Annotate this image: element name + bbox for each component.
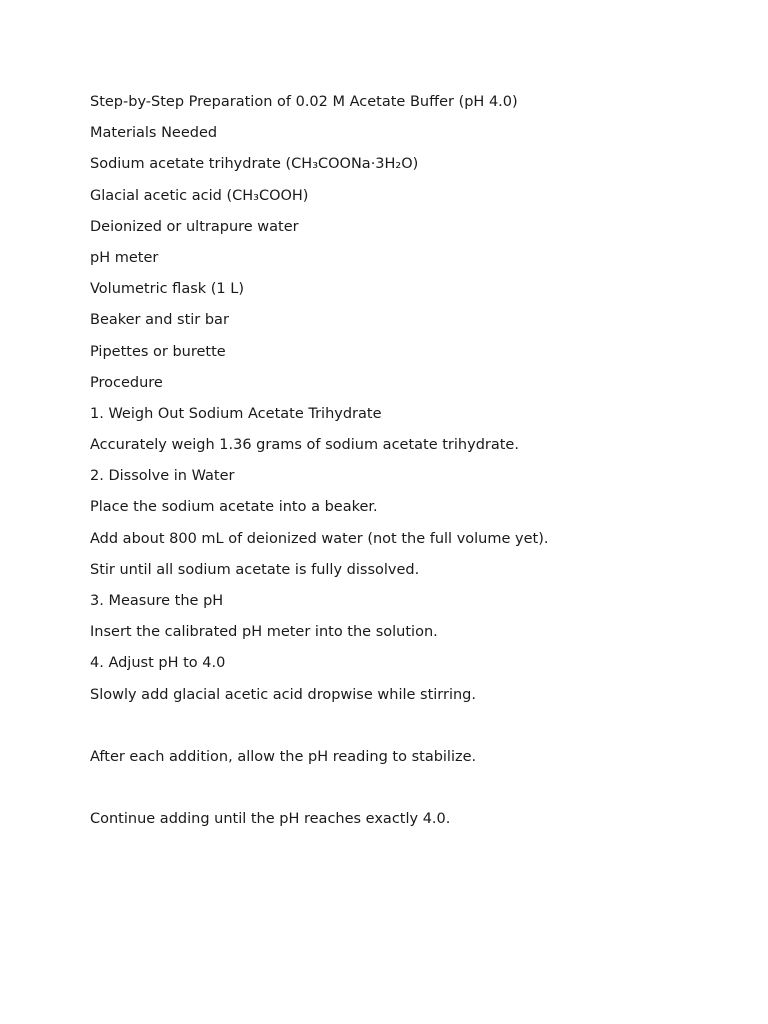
- step-text: Add about 800 mL of deionized water (not the full volume yet).: [90, 530, 549, 547]
- procedure-heading: Procedure: [90, 374, 163, 391]
- material-item: Volumetric flask (1 L): [90, 281, 244, 298]
- step-heading: 2. Dissolve in Water: [90, 468, 235, 485]
- material-item: Deionized or ultrapure water: [90, 218, 299, 235]
- material-item: Glacial acetic acid (CH₃COOH): [90, 187, 309, 204]
- step-text: Stir until all sodium acetate is fully dissolved.: [90, 561, 420, 578]
- material-item: Pipettes or burette: [90, 343, 226, 360]
- document-title: Step-by-Step Preparation of 0.02 M Acetate Buffer (pH 4.0): [90, 94, 518, 110]
- paragraph-gap: [90, 716, 730, 747]
- step-heading: 3. Measure the pH: [90, 593, 224, 609]
- material-item: Sodium acetate trihydrate (CH₃COONa·3H₂O): [90, 156, 419, 173]
- step-text: Continue adding until the pH reaches exactly 4.0.: [90, 811, 451, 828]
- step-text: Place the sodium acetate into a beaker.: [90, 499, 378, 516]
- material-item: Beaker and stir bar: [90, 312, 229, 329]
- step-text: Insert the calibrated pH meter into the solution.: [90, 624, 438, 641]
- document-page: [90, 92, 730, 841]
- paragraph-gap: [90, 778, 730, 809]
- material-item: pH meter: [90, 249, 159, 266]
- step-text: After each addition, allow the pH reading to stabilize.: [90, 748, 477, 765]
- step-text: Slowly add glacial acetic acid dropwise while stirring.: [90, 686, 476, 703]
- step-heading: 4. Adjust pH to 4.0: [90, 655, 226, 672]
- step-heading: 1. Weigh Out Sodium Acetate Trihydrate: [90, 405, 382, 422]
- materials-heading: Materials Needed: [90, 125, 218, 142]
- step-text: Accurately weigh 1.36 grams of sodium acetate trihydrate.: [90, 437, 519, 454]
